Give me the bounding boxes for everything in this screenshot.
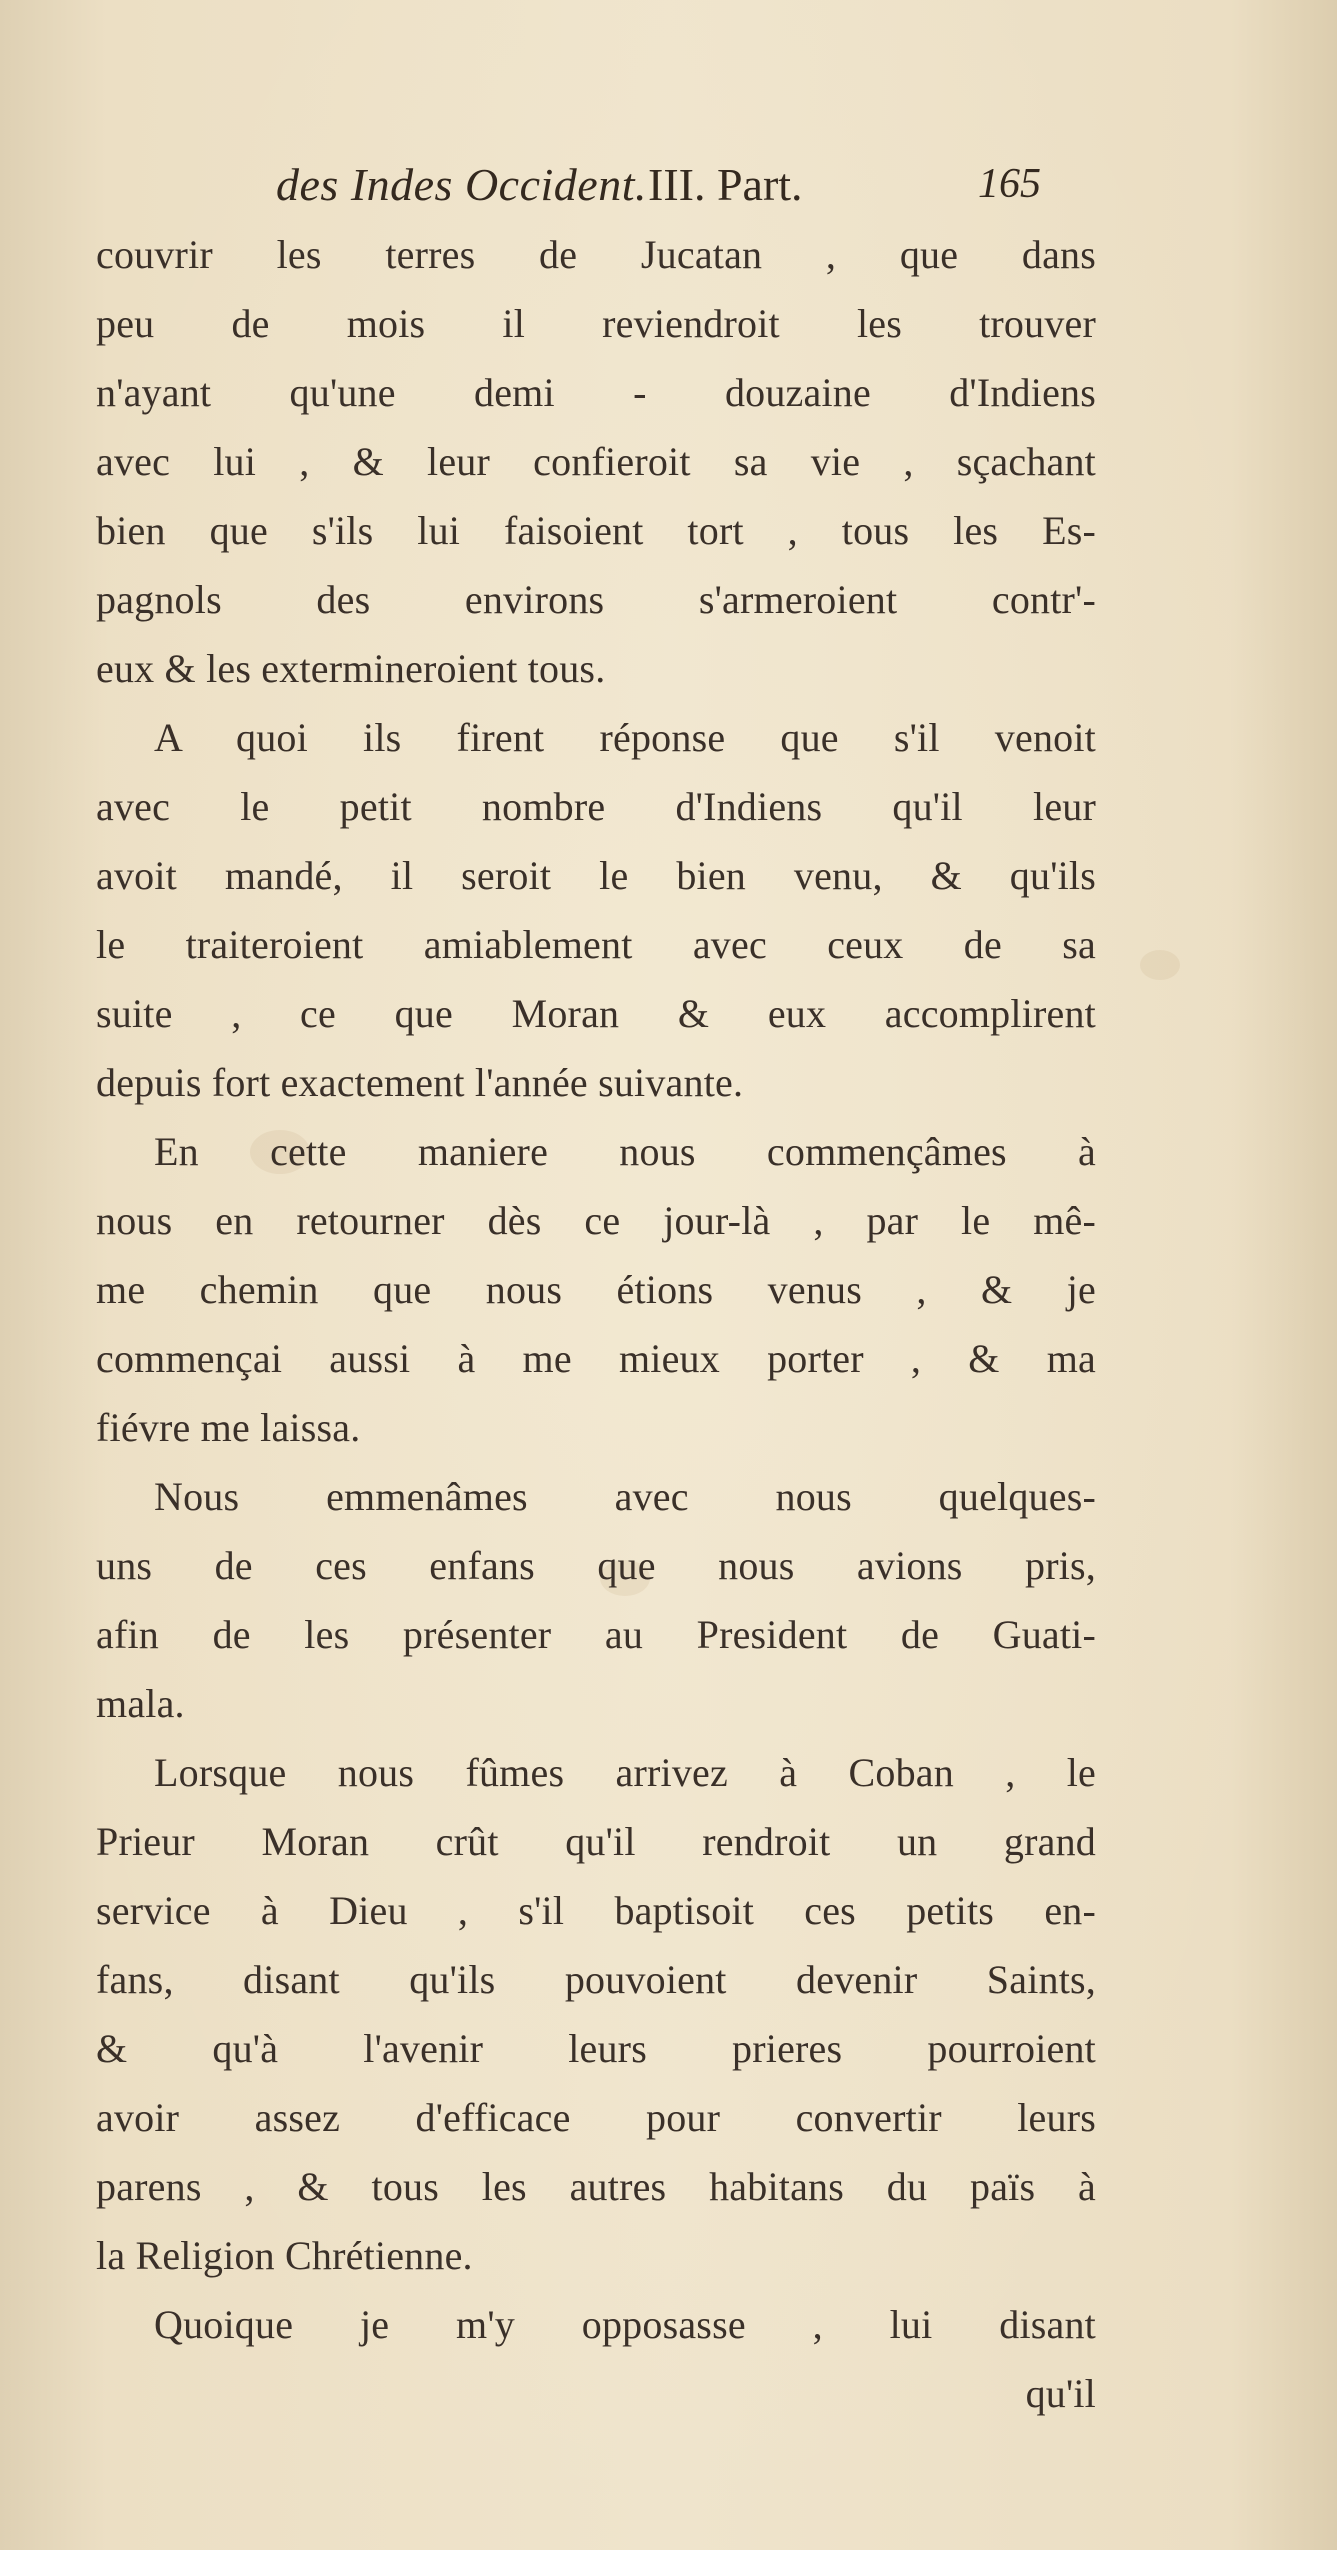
text-line: pagnols des environs s'armeroient contr'- bbox=[96, 577, 1096, 622]
text-line: depuis fort exactement l'année suivante. bbox=[96, 1060, 744, 1105]
text-line: le traiteroient amiablement avec ceux de sa bbox=[96, 922, 1096, 967]
text-line: couvrir les terres de Jucatan , que dans bbox=[96, 232, 1096, 277]
running-title: des Indes Occident. bbox=[276, 159, 647, 210]
text-line: En cette maniere nous commençâmes à bbox=[154, 1129, 1096, 1174]
text-line: nous en retourner dès ce jour-là , par le mê- bbox=[96, 1198, 1096, 1243]
text-line: afin de les présenter au President de Guati- bbox=[96, 1612, 1096, 1657]
text-line: Nous emmenâmes avec nous quelques- bbox=[154, 1474, 1096, 1519]
text-line: service à Dieu , s'il baptisoit ces petits en- bbox=[96, 1888, 1096, 1933]
text-line: Quoique je m'y opposasse , lui disant bbox=[154, 2302, 1096, 2347]
text-line: parens , & tous les autres habitans du païs à bbox=[96, 2164, 1096, 2209]
text-line: n'ayant qu'une demi - douzaine d'Indiens bbox=[96, 370, 1096, 415]
page-number: 165 bbox=[978, 161, 1041, 207]
text-line: commençai aussi à me mieux porter , & ma bbox=[96, 1336, 1096, 1381]
text-line: fiévre me laissa. bbox=[96, 1405, 361, 1450]
text-line: uns de ces enfans que nous avions pris, bbox=[96, 1543, 1096, 1588]
text-line: avec le petit nombre d'Indiens qu'il leur bbox=[96, 784, 1096, 829]
text-line: avec lui , & leur confieroit sa vie , sçachant bbox=[96, 439, 1096, 484]
text-line: bien que s'ils lui faisoient tort , tous les Es- bbox=[96, 508, 1096, 553]
text-line: mala. bbox=[96, 1681, 185, 1726]
foxing-spot bbox=[1140, 950, 1180, 980]
text-line: eux & les extermineroient tous. bbox=[96, 646, 606, 691]
catchword: qu'il bbox=[1025, 2371, 1096, 2416]
text-line: fans, disant qu'ils pouvoient devenir Saints, bbox=[96, 1957, 1096, 2002]
page-text bbox=[96, 158, 1096, 2428]
text-line: suite , ce que Moran & eux accomplirent bbox=[96, 991, 1096, 1036]
text-line: Prieur Moran crût qu'il rendroit un grand bbox=[96, 1819, 1096, 1864]
text-line: & qu'à l'avenir leurs prieres pourroient bbox=[96, 2026, 1096, 2071]
part-label: III. Part. bbox=[648, 159, 803, 210]
text-line: la Religion Chrétienne. bbox=[96, 2233, 473, 2278]
text-line: Lorsque nous fûmes arrivez à Coban , le bbox=[154, 1750, 1096, 1795]
text-line: peu de mois il reviendroit les trouver bbox=[96, 301, 1096, 346]
running-head bbox=[96, 158, 1096, 218]
text-line: avoit mandé, il seroit le bien venu, & qu'ils bbox=[96, 853, 1096, 898]
text-line: avoir assez d'efficace pour convertir leurs bbox=[96, 2095, 1096, 2140]
text-line: me chemin que nous étions venus , & je bbox=[96, 1267, 1096, 1312]
text-line: A quoi ils firent réponse que s'il venoit bbox=[154, 715, 1096, 760]
